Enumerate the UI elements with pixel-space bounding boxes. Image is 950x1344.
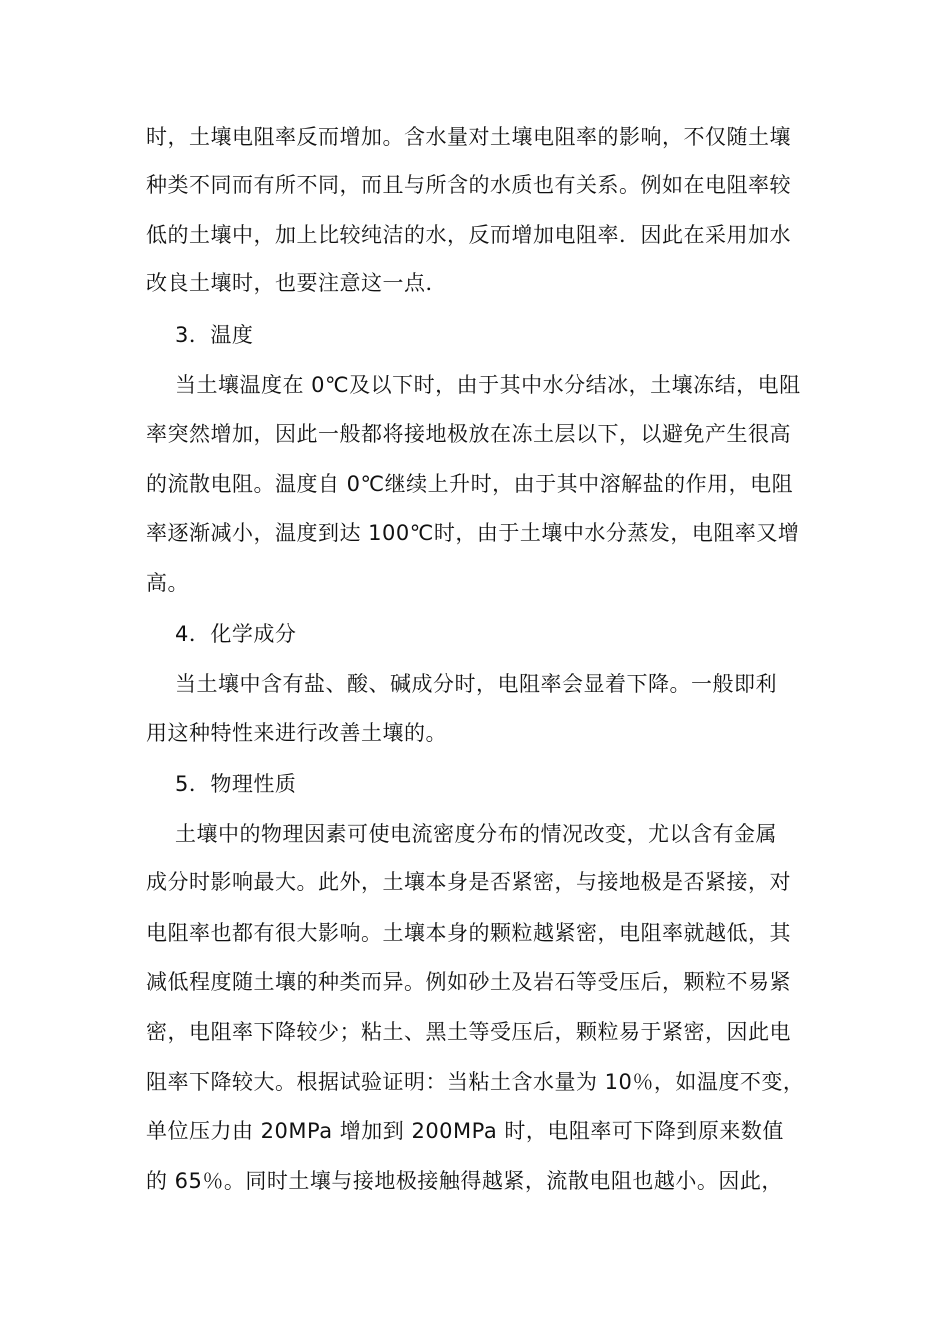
paragraph-line: 的 65％。同时土壤与接地极接触得越紧，流散电阻也越小。因此， xyxy=(146,1169,783,1193)
paragraph-line: 种类不同而有所不同，而且与所含的水质也有关系。例如在电阻率较 xyxy=(146,173,791,197)
section-heading: 5．物理性质 xyxy=(175,772,297,796)
paragraph-line: 率逐渐减小，温度到达 100℃时，由于土壤中水分蒸发，电阻率又增 xyxy=(146,521,800,545)
paragraph-line: 低的土壤中，加上比较纯洁的水，反而增加电阻率．因此在采用加水 xyxy=(146,223,791,247)
paragraph-line: 率突然增加，因此一般都将接地极放在冻土层以下，以避免产生很高 xyxy=(146,422,791,446)
paragraph-line: 单位压力由 20MPa 增加到 200MPa 时，电阻率可下降到原来数值 xyxy=(146,1119,784,1143)
paragraph-line: 减低程度随土壤的种类而异。例如砂土及岩石等受压后，颗粒不易紧 xyxy=(146,970,791,994)
paragraph-line: 时，土壤电阻率反而增加。含水量对土壤电阻率的影响，不仅随土壤 xyxy=(146,125,791,149)
paragraph-line: 阻率下降较大。根据试验证明：当粘土含水量为 10％，如温度不变， xyxy=(146,1070,805,1094)
paragraph-line: 电阻率也都有很大影响。土壤本身的颗粒越紧密，电阻率就越低，其 xyxy=(146,921,791,945)
paragraph-line: 改良土壤时，也要注意这一点． xyxy=(146,271,447,295)
paragraph-line: 当土壤中含有盐、酸、碱成分时，电阻率会显着下降。一般即利 xyxy=(175,672,777,696)
paragraph-line: 土壤中的物理因素可使电流密度分布的情况改变，尤以含有金属 xyxy=(175,822,777,846)
paragraph-line: 当土壤温度在 0℃及以下时，由于其中水分结冰，土壤冻结，电阻 xyxy=(175,373,801,397)
section-heading: 4．化学成分 xyxy=(175,622,297,646)
paragraph-line: 用这种特性来进行改善土壤的。 xyxy=(146,721,447,745)
paragraph-line: 成分时影响最大。此外，土壤本身是否紧密，与接地极是否紧接，对 xyxy=(146,870,791,894)
paragraph-line: 密，电阻率下降较少；粘土、黑土等受压后，颗粒易于紧密，因此电 xyxy=(146,1020,791,1044)
section-heading: 3．温度 xyxy=(175,323,254,347)
paragraph-line: 高。 xyxy=(146,571,189,595)
paragraph-line: 的流散电阻。温度自 0℃继续上升时，由于其中溶解盐的作用，电阻 xyxy=(146,472,794,496)
